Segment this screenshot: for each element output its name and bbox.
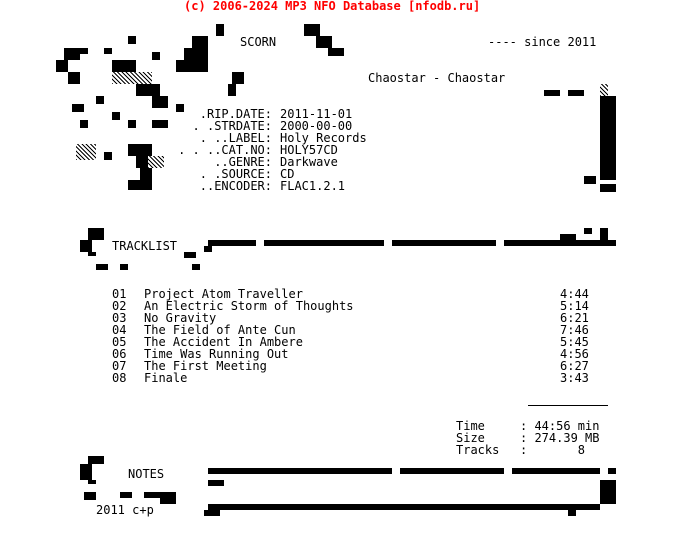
summary-label: Time [456, 419, 485, 433]
since-year: ---- since 2011 [488, 35, 597, 49]
track-title: The Accident In Ambere [144, 335, 303, 349]
track-number: 08 [112, 371, 127, 385]
track-title: An Electric Storm of Thoughts [144, 299, 354, 313]
release-title: Chaostar - Chaostar [368, 71, 506, 85]
track-title: Project Atom Traveller [144, 287, 303, 301]
track-number: 03 [112, 311, 127, 325]
track-number: 05 [112, 335, 127, 349]
track-title: The Field of Ante Cun [144, 323, 296, 337]
summary-label: Size [456, 431, 485, 445]
notes-heading: NOTES [128, 467, 165, 481]
info-label: ..GENRE: [214, 155, 272, 169]
track-duration: 6:27 [560, 359, 589, 373]
info-value: CD [280, 167, 295, 181]
summary-label: Tracks [456, 443, 500, 457]
track-duration: 5:14 [560, 299, 589, 313]
track-duration: 6:21 [560, 311, 589, 325]
summary-value: : 8 [520, 443, 586, 457]
info-label: ..ENCODER: [199, 179, 272, 193]
info-label: . ..LABEL: [199, 131, 272, 145]
info-label: . .STRDATE: [192, 119, 272, 133]
info-value: Holy Records [280, 131, 367, 145]
track-number: 04 [112, 323, 127, 337]
info-value: 2000-00-00 [280, 119, 353, 133]
track-number: 02 [112, 299, 127, 313]
group-name: SCORN [240, 35, 277, 49]
track-title: Time Was Running Out [144, 347, 289, 361]
summary-value: : 274.39 MB [520, 431, 600, 445]
track-title: Finale [144, 371, 188, 385]
track-number: 07 [112, 359, 127, 373]
track-number: 01 [112, 287, 127, 301]
info-value: Darkwave [280, 155, 338, 169]
tracklist-heading: TRACKLIST [112, 239, 178, 253]
info-value: HOLY57CD [280, 143, 338, 157]
track-number: 06 [112, 347, 127, 361]
track-duration: 4:56 [560, 347, 589, 361]
summary-rule [528, 405, 608, 406]
info-label: .RIP.DATE: [199, 107, 272, 121]
track-title: No Gravity [144, 311, 217, 325]
info-label: . .SOURCE: [199, 167, 272, 181]
track-duration: 4:44 [560, 287, 589, 301]
info-value: FLAC1.2.1 [280, 179, 346, 193]
track-duration: 3:43 [560, 371, 589, 385]
track-title: The First Meeting [144, 359, 267, 373]
info-value: 2011-11-01 [280, 107, 353, 121]
site-header: (c) 2006-2024 MP3 NFO Database [nfodb.ru] [184, 0, 481, 13]
summary-value: : 44:56 min [520, 419, 600, 433]
track-duration: 7:46 [560, 323, 589, 337]
notes-text: 2011 c+p [96, 503, 154, 517]
info-label: . . ..CAT.NO: [178, 143, 272, 157]
track-duration: 5:45 [560, 335, 589, 349]
